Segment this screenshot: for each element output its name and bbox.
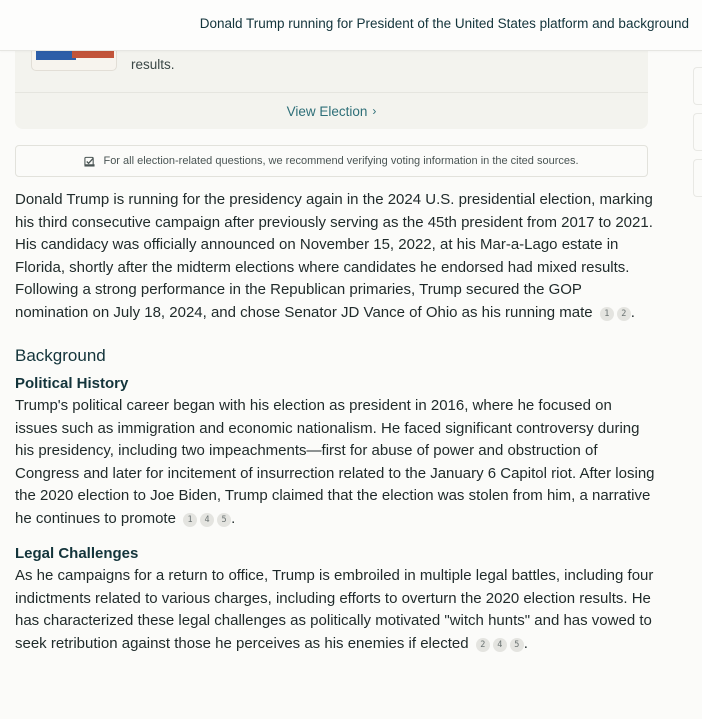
legal-challenges-paragraph xyxy=(15,565,655,655)
election-card-description-line2: results. xyxy=(131,57,175,72)
period: . xyxy=(231,509,236,527)
election-notice xyxy=(15,145,648,177)
side-panel-tab[interactable] xyxy=(693,113,702,151)
intro-text: Donald Trump is running for the presidency again in the 2024 U.S. presidential election, marking his third consecutive campaign after previously serving as the 45th president from 2017 to 2021. His candidacy was officially announced on November 15, 2022, at his Mar-a-Lago estate in Florida, shortly after the midterm elections where candidates he endorsed had mixed results. Following a strong performance in the Republican primaries, Trump secured the GOP nomination on July 18, 2024, and chose Senator JD Vance of Ohio as his running mate xyxy=(15,191,653,321)
citation-badge[interactable]: 2 xyxy=(617,307,631,321)
political-history-text: Trump's political career began with his election as president in 2016, where he focused on issues such as immigration and economic nationalism. He faced significant controversy during his presidency, including two impeachments—first for abuse of power and obstruction of Congress and later for incitement of insurrection related to the January 6 Capitol riot. After losing the 2020 election to Joe Biden, Trump claimed that the election was stolen from him, a narrative he continues to promote xyxy=(15,397,655,527)
political-history-paragraph xyxy=(15,395,655,530)
chevron-right-icon: › xyxy=(372,104,377,118)
intro-paragraph xyxy=(15,189,655,324)
election-card-description xyxy=(131,57,175,72)
citation-badge[interactable]: 1 xyxy=(183,513,197,527)
page-header xyxy=(0,0,702,51)
subheading-legal-challenges: Legal Challenges xyxy=(15,545,139,562)
side-panel-tab[interactable] xyxy=(693,67,702,105)
citation-badge[interactable]: 2 xyxy=(476,638,490,652)
citation-badge[interactable]: 5 xyxy=(510,638,524,652)
side-panel-tab[interactable] xyxy=(693,159,702,197)
view-election-button[interactable] xyxy=(15,93,648,129)
section-heading-background: Background xyxy=(15,346,106,365)
legal-challenges-text: As he campaigns for a return to office, Trump is embroiled in multiple legal battles, including four indictments related to various charges, including efforts to overturn the 2020 election results. He has characterized these legal challenges as politically motivated "witch hunts" and has vowed to seek retribution against those he perceives as his enemies if elected xyxy=(15,567,654,652)
election-notice-text: For all election-related questions, we recommend verifying voting information in the cited sources. xyxy=(103,155,579,167)
page-title: Donald Trump running for President of the United States platform and background xyxy=(199,16,689,31)
period: . xyxy=(523,634,528,652)
citation-badge[interactable]: 4 xyxy=(200,513,214,527)
ballot-check-icon xyxy=(84,156,95,167)
citation-badge[interactable]: 5 xyxy=(217,513,231,527)
citation-badge[interactable]: 1 xyxy=(600,307,614,321)
answer-content xyxy=(15,189,655,655)
subheading-political-history: Political History xyxy=(15,375,129,392)
citation-badge[interactable]: 4 xyxy=(493,638,507,652)
period: . xyxy=(630,303,635,321)
view-election-label: View Election xyxy=(286,103,368,119)
